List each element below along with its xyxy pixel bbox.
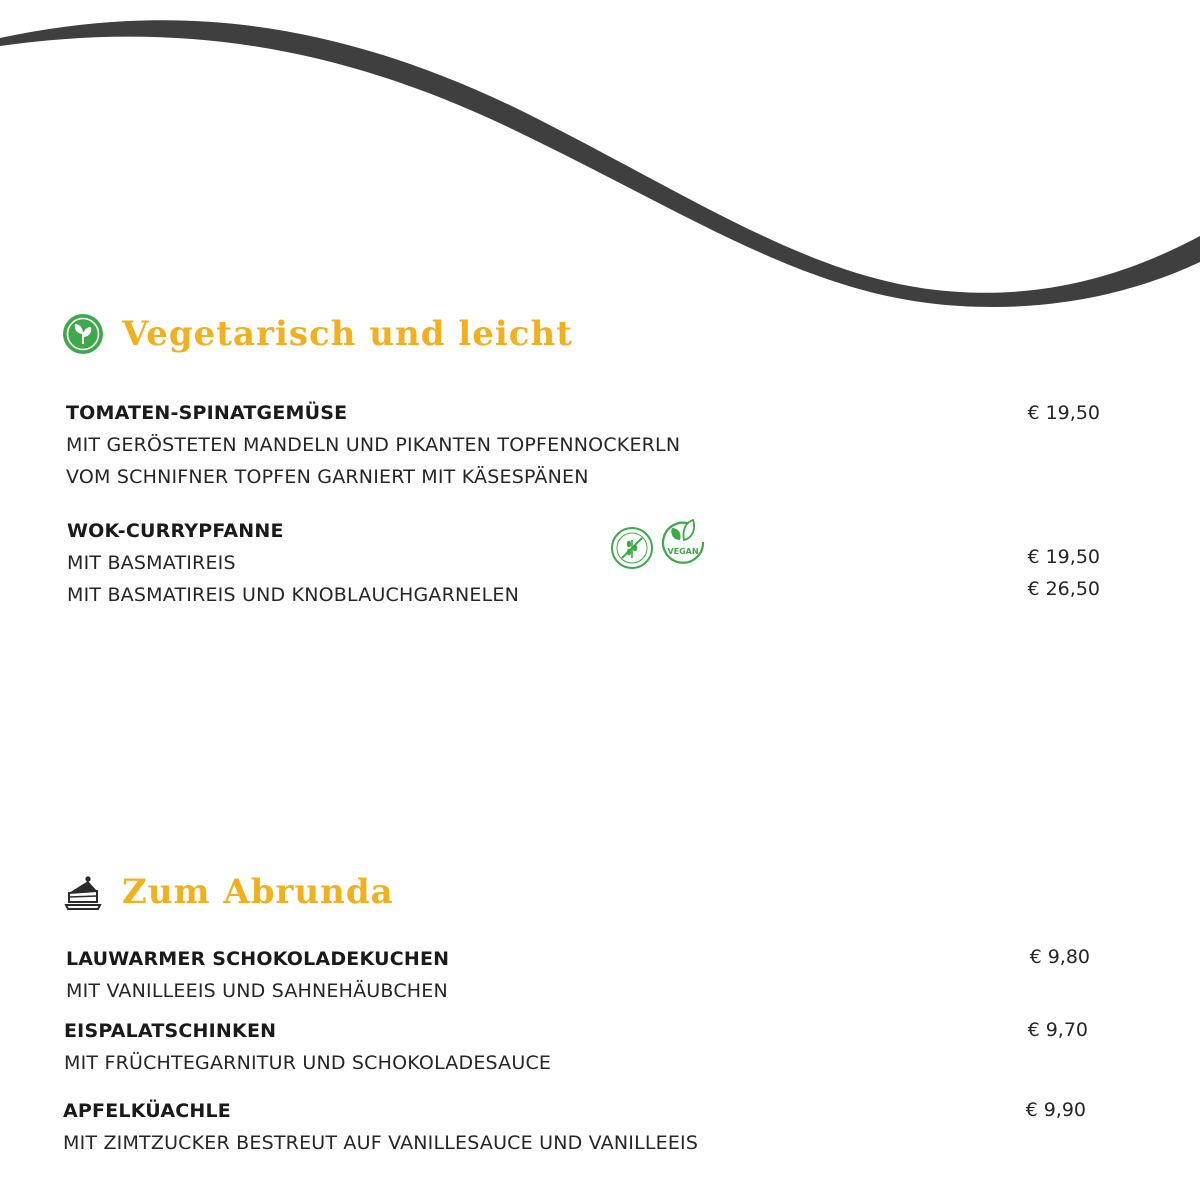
menu-item-name: WOK-CURRYPFANNE — [67, 520, 284, 542]
menu-item-description: MIT FRÜCHTEGARNITUR UND SCHOKOLADESAUCE — [64, 1052, 552, 1074]
menu-item-price: € 26,50 — [1027, 578, 1100, 600]
menu-item-name: EISPALATSCHINKEN — [64, 1020, 277, 1042]
section-heading: Vegetarisch und leicht — [122, 314, 573, 354]
gluten-free-badge-icon — [610, 526, 654, 574]
decorative-wave — [0, 0, 1200, 320]
svg-text:VEGAN: VEGAN — [667, 547, 699, 556]
vegan-badge-icon — [660, 518, 706, 572]
menu-item-price: € 9,90 — [1025, 1099, 1086, 1121]
menu-item-description: MIT BASMATIREIS UND KNOBLAUCHGARNELEN — [67, 584, 520, 606]
menu-item-description: MIT ZIMTZUCKER BESTREUT AUF VANILLESAUCE UND VANILLEEIS — [63, 1132, 699, 1154]
vegetarian-leaf-icon — [62, 313, 104, 355]
section-heading: Zum Abrunda — [122, 872, 394, 912]
menu-item-description: MIT VANILLEEIS UND SAHNEHÄUBCHEN — [66, 980, 448, 1002]
menu-item-description: VOM SCHNIFNER TOPFEN GARNIERT MIT KÄSESPÄNEN — [66, 466, 589, 488]
menu-item-price: € 19,50 — [1027, 402, 1100, 424]
cake-icon — [62, 871, 104, 913]
menu-item-name: TOMATEN-SPINATGEMÜSE — [66, 402, 348, 424]
menu-item-name: LAUWARMER SCHOKOLADEKUCHEN — [66, 948, 450, 970]
menu-item-price: € 9,80 — [1029, 946, 1090, 968]
menu-item-price: € 9,70 — [1027, 1019, 1088, 1041]
menu-item-description: MIT BASMATIREIS — [67, 552, 236, 574]
menu-item-description: MIT GERÖSTETEN MANDELN UND PIKANTEN TOPFENNOCKERLN — [66, 434, 681, 456]
section-title-zum-abrunda — [62, 868, 394, 916]
menu-item-name: APFELKÜACHLE — [63, 1100, 231, 1122]
section-title-vegetarisch — [62, 310, 573, 358]
menu-item-price: € 19,50 — [1027, 546, 1100, 568]
